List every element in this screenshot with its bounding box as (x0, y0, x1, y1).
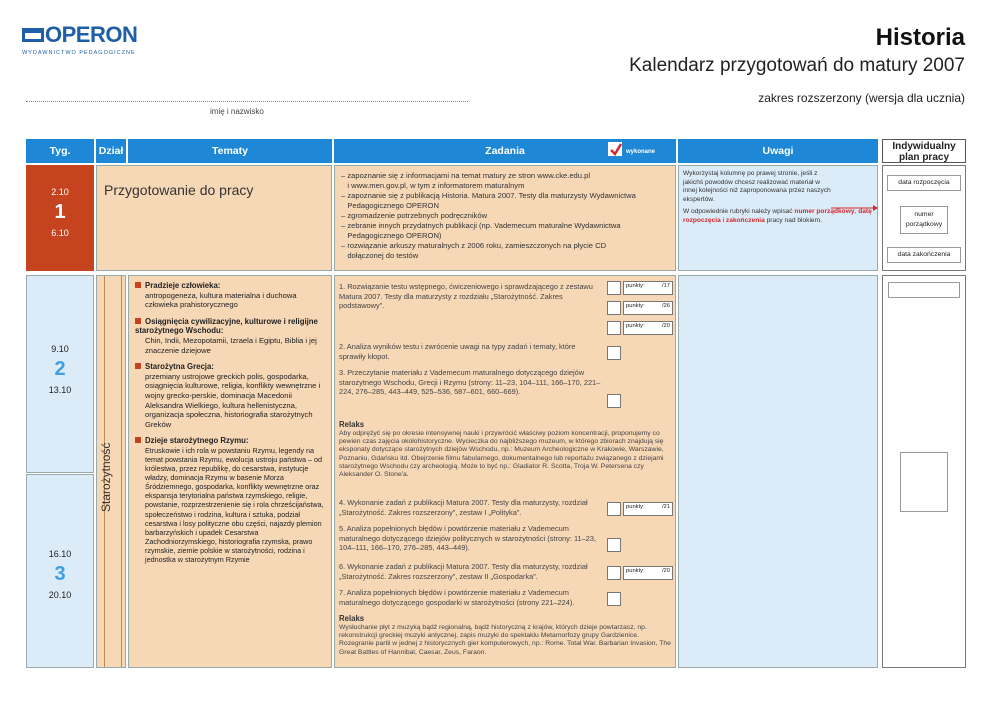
points-field[interactable] (623, 566, 673, 580)
points-max: /21 (661, 504, 670, 510)
header-tasks-label: Zadania (485, 145, 525, 157)
points-label: punkty: (626, 568, 645, 574)
task-line: Pedagogicznego OPERON (341, 201, 439, 210)
notes-text: i (720, 216, 726, 224)
week-1-notes (678, 165, 878, 271)
week-1-start-date: 2.10 (51, 187, 69, 197)
task-3-checkbox[interactable] (607, 394, 621, 408)
plan-entry-box[interactable] (888, 282, 960, 298)
start-date-box[interactable]: data rozpoczęcia (887, 175, 961, 191)
points-label: punkty: (626, 504, 645, 510)
arrow-right-icon (831, 204, 879, 212)
logo-text: OPERON (45, 22, 138, 47)
notes-highlight: numer porządkowy (794, 208, 855, 215)
end-date-box[interactable]: data zakończenia (887, 247, 961, 263)
publisher-logo (22, 22, 137, 56)
task-line: – zgromadzenie potrzebnych podręczników (341, 211, 488, 220)
points-label: punkty: (626, 323, 645, 329)
week-1-section (96, 165, 332, 271)
section-title: Starożytność (99, 442, 113, 512)
week-2-end-date: 13.10 (48, 385, 72, 395)
name-field[interactable] (26, 101, 468, 102)
tasks-cell (334, 275, 676, 668)
task-line: dołączonej do testów (341, 251, 419, 260)
week-1-end-date: 6.10 (51, 228, 69, 238)
week-1-number: 1 (54, 201, 66, 223)
relax-text: Aby odprężyć się po okresie intensywnej nauki i przywrócić właściwy poziom koncentracji, proponujemy co pewien czas zajęcia okołohistoryczne. Wycieczka do najbliższego muzeum, w którego zbiorach znajdują się eksponaty dotyczące starożytnych dziejów Wschodu, np.: Muzeum Archeologiczne w Krakowie, Warszawie, Poznaniu, Gdańsku itd. Obejrzenie filmu fabularnego, dokumentalnego lub reportażu związanego z dziejami starożytnego Wschodu czy archeologią. Może to być np.: Gladiator R. Scotta, Troja W. Petersena czy Aleksander O. Stone'a. (339, 430, 664, 479)
week-1-cell (26, 165, 94, 271)
task-1-checkbox-c[interactable] (607, 321, 621, 335)
title-block (629, 24, 965, 105)
topic-heading: Starożytna Grecja: (135, 362, 327, 372)
points-label: punkty: (626, 283, 645, 289)
points-max: /20 (661, 323, 670, 329)
task-2-checkbox[interactable] (607, 346, 621, 360)
notes-highlight: datę rozpoczęcia (683, 208, 872, 224)
notes-cell[interactable] (678, 275, 878, 668)
scope-subtitle: zakres rozszerzony (wersja dla ucznia) (758, 91, 965, 105)
week-3-end-date: 20.10 (48, 590, 72, 600)
task-line: – rozwiązanie arkuszy maturalnych z 2006 roku, zamieszczonych na płycie CD (341, 241, 607, 250)
relax-text: Wysłuchanie płyt z muzyką bądź regionalną, bądź historyczną z krajów, których dzieje powtarzasz, np. rekonstrukcji greckiej muzyki antycznej, zapis muzyki do spektaklu Metamorfozy grupy Gardzienice. Rozegranie partii w jednej z historycznych gier komputerowych, np.: Rome. Total War. Barbarian Invasion, The Great Battles of Hannibal, Caesar, Zeus, Faraon. (339, 624, 671, 656)
week-1-tasks (334, 165, 676, 271)
subject-title: Historia (875, 24, 965, 51)
topic-body: Chin, Indii, Mezopotamii, Izraela i Egiptu, Biblia i jej znaczenie dziejowe (145, 335, 317, 355)
task-line: Pedagogicznego OPERON) (341, 231, 442, 240)
relax-heading: Relaks (339, 420, 365, 429)
task-1: 1. Rozwiązanie testu wstępnego, ćwiczeniowego i sprawdzającego z zestawu Matura 2007. Testy dla maturzysty z rozdziału „Starożytność. Zakres podstawowy”. (339, 282, 593, 311)
task-1-checkbox-b[interactable] (607, 301, 621, 315)
week-3-number: 3 (54, 563, 66, 585)
task-3: 3. Przeczytanie materiału z Vademecum maturalnego dotyczącego dziejów starożytnego Wschodu, Grecji i Rzymu (strony: 11–23, 104–111, 166–170, 221–224, 276–285, 443–449, 525–536, 587–601, 660–669). (339, 368, 601, 397)
header-individual-plan: Indywidualny plan pracy (882, 139, 966, 163)
task-2: 2. Analiza wyników testu i zwrócenie uwagi na typy zadań i tematy, które sprawiły kłopot. (339, 342, 576, 361)
task-line: – zapoznanie się z publikacją Historia. Matura 2007. Testy dla maturzysty Wydawnictwa (341, 191, 636, 200)
name-label: imię i nazwisko (210, 107, 264, 116)
calendar-title: Kalendarz przygotowań do matury 2007 (629, 55, 965, 76)
header-topics: Tematy (128, 139, 332, 163)
checkmark-icon (608, 142, 622, 156)
points-max: /26 (661, 303, 670, 309)
task-4: 4. Wykonanie zadań z publikacji Matura 2007. Testy dla maturzysty, rozdział „Starożytność. Zakres rozszerzony”, zestaw I „Polityka”. (339, 498, 588, 517)
topics-cell (128, 275, 332, 668)
points-field[interactable] (623, 301, 673, 315)
plan-entry-box[interactable] (900, 452, 948, 512)
notes-paragraph: Wykorzystaj kolumnę po prawej stronie, jeśli z jakichś powodów chcesz realizować materiał w innej kolejności niż zaproponowana przez naszych ekspertów. (683, 170, 831, 203)
week-2-start-date: 9.10 (51, 344, 69, 354)
topic-heading: Osiągnięcia cywilizacyjne, kulturowe i religijne starożytnego Wschodu: (135, 317, 327, 336)
week-1-individual-plan (882, 165, 966, 271)
week-3-start-date: 16.10 (48, 549, 72, 559)
topic-heading: Pradzieje człowieka: (135, 281, 327, 291)
header-week: Tyg. (26, 139, 94, 163)
points-field[interactable] (623, 321, 673, 335)
header-section: Dział (96, 139, 126, 163)
notes-text: , (854, 208, 859, 215)
relax-heading: Relaks (339, 614, 365, 623)
task-5: 5. Analiza popełnionych błędów i powtórzenie materiału z Vademecum maturalnego dotyczącego dziejów politycznych w starożytności (strony: 11–23, 104–111, 166–170, 276–285, 443–449). (339, 524, 597, 553)
task-7-checkbox[interactable] (607, 592, 621, 606)
week-2-cell (26, 275, 94, 473)
header-done-label: wykonane (626, 149, 656, 155)
task-5-checkbox[interactable] (607, 538, 621, 552)
points-label: punkty: (626, 303, 645, 309)
notes-text: pracy nad blokiem. (764, 216, 822, 224)
topic-body: antropogeneza, kultura materialna i duchowa człowieka prahistorycznego (145, 290, 297, 310)
individual-plan-cell (882, 275, 966, 668)
task-6-checkbox[interactable] (607, 566, 621, 580)
points-field[interactable] (623, 502, 673, 516)
topic-body: przemiany ustrojowe greckich polis, gospodarka, osiągnięcia kulturowe, religia, konflikty wewnętrzne i wojny grecko-perskie, dominacja Macedonii Aleksandra Wielkiego, kultura hellenistyczna, organizacja społeczna, historiografia starożytnych Greków (145, 371, 321, 429)
task-6: 6. Wykonanie zadań z publikacji Matura 2007. Testy dla maturzysty, rozdział „Starożytność. Zakres rozszerzony”, zestaw II „Gospodarka”. (339, 562, 588, 581)
task-1-checkbox-a[interactable] (607, 281, 621, 295)
points-max: /20 (661, 568, 670, 574)
week-1-section-title: Przygotowanie do pracy (104, 182, 254, 198)
week-3-cell (26, 474, 94, 668)
points-field[interactable] (623, 281, 673, 295)
notes-text: W odpowiednie rubryki należy wpisać (683, 208, 795, 215)
topic-heading: Dzieje starożytnego Rzymu: (135, 436, 327, 446)
logo-subtitle: WYDAWNICTWO PEDAGOGICZNE (22, 50, 136, 56)
task-4-checkbox[interactable] (607, 502, 621, 516)
header-tasks (334, 139, 676, 163)
task-line: – zebranie innych przydatnych publikacji (np. Vademecum maturalne Wydawnictwa (341, 221, 621, 230)
notes-highlight: zakończenia (725, 216, 765, 224)
topic-body: Etruskowie i ich rola w powstaniu Rzymu, legendy na temat powstania Rzymu, ewolucja ustroju państwa – od królestwa, przez republikę, do cesarstwa, instytucje władzy, dominacja Rzymu w basenie Morza Śródziemnego, gospodarka, konflikty wewnętrzne oraz ekspansja terytorialna państwa rzymskiego, religie, powstanie, rozprzestrzenienie się i rola chrześcijaństwa, społeczeństwo i rodzina, kultura i sztuka, podział cesarstwa i losy polityczne obu części, najazdy plemion barbarzyńskich i upadek Cesarstwa Zachodniorzymskiego, historiografia rzymska, prawo rzymskie, ziemie polskie w starożytności, rodzina i jednostka w starożytnym Rzymie (145, 445, 324, 565)
task-7: 7. Analiza popełnionych błędów i powtórzenie materiału z Vademecum maturalnego dotyczącego gospodarki w starożytności (strony 221–224). (339, 588, 575, 607)
task-line: – zapoznanie się z informacjami na temat matury ze stron www.cke.edu.pl (341, 171, 591, 180)
section-column (96, 275, 126, 668)
points-max: /17 (661, 283, 670, 289)
task-line: i www.men.gov.pl, w tym z informatorem maturalnym (341, 181, 525, 190)
logo-icon (22, 28, 44, 42)
order-number-box[interactable]: numer porządkowy (900, 206, 948, 234)
header-notes: Uwagi (678, 139, 878, 163)
week-2-number: 2 (54, 358, 66, 380)
